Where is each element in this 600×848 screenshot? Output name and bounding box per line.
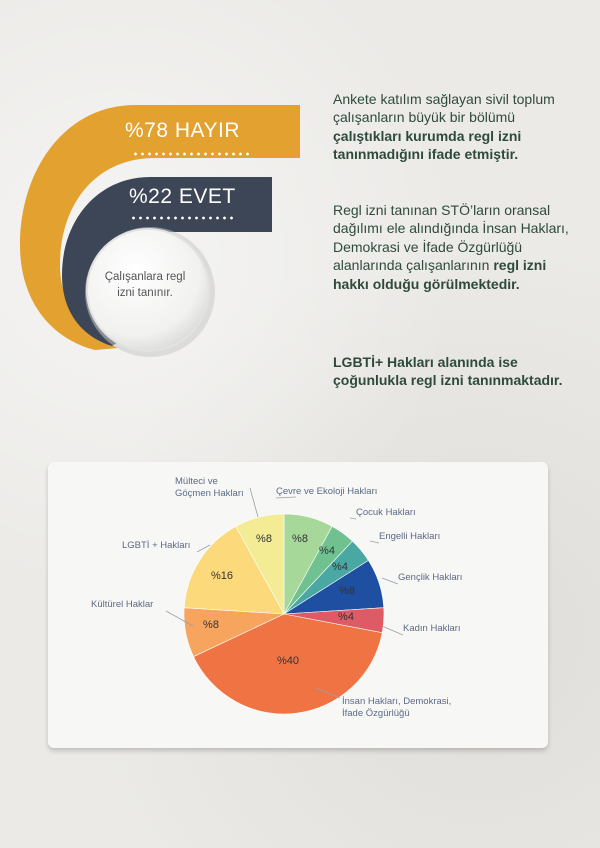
leader-line bbox=[250, 488, 258, 517]
slice-category-label: Kültürel Haklar bbox=[91, 599, 154, 610]
slice-percent-label: %8 bbox=[256, 533, 272, 545]
slice-percent-label: %8 bbox=[292, 533, 308, 545]
leader-line bbox=[350, 518, 356, 519]
paragraph-1-text: Ankete katılım sağlayan sivil toplum çalışanların büyük bir bölümü bbox=[333, 91, 555, 126]
leader-line bbox=[276, 497, 296, 498]
slice-category-label: Engelli Hakları bbox=[379, 531, 441, 542]
circle-caption: Çalışanlara regl izni tanınır. bbox=[104, 271, 186, 299]
slice-category-label: LGBTİ + Hakları bbox=[122, 540, 191, 551]
no-percentage-label: %78 HAYIR bbox=[125, 119, 240, 142]
paragraph-1-emphasis: çalıştıkları kurumda regl izni tanınmadığını ifade etmiştir. bbox=[333, 127, 522, 163]
slice-category-label: İnsan Hakları, Demokrasi, İfade Özgürlüğü bbox=[342, 696, 452, 719]
slice-percent-label: %4 bbox=[319, 545, 335, 557]
leader-line bbox=[382, 578, 398, 584]
leader-line bbox=[370, 541, 379, 543]
slice-category-label: Kadın Hakları bbox=[403, 623, 461, 634]
slice-category-label: Çevre ve Ekoloji Hakları bbox=[276, 486, 378, 497]
slice-percent-label: %40 bbox=[276, 655, 300, 667]
slice-percent-label: %4 bbox=[338, 611, 354, 623]
paragraph-lgbti: LGBTİ+ Hakları alanında ise çoğunlukla regl izni tanınmaktadır. bbox=[333, 354, 563, 389]
slice-percent-label: %16 bbox=[210, 570, 234, 582]
slice-category-label: Mülteci ve Göçmen Hakları bbox=[175, 476, 244, 499]
paragraph-2-emphasis: regl izni hakkı olduğu görülmektedir. bbox=[333, 257, 547, 292]
slice-category-label: Gençlik Hakları bbox=[398, 572, 463, 583]
slice-percent-label: %8 bbox=[339, 585, 355, 597]
slice-category-label: Çocuk Hakları bbox=[356, 507, 416, 518]
paragraph-2-text: Regl izni tanınan STÖ’ların oransal dağılımı ele alındığında İnsan Hakları, Demokrasi ve İfade Özgürlüğü alanlarında çalışanlarının bbox=[333, 202, 569, 274]
slice-percent-label: %4 bbox=[332, 561, 348, 573]
yes-percentage-label: %22 EVET bbox=[129, 185, 236, 208]
leader-line bbox=[382, 626, 403, 635]
slice-percent-label: %8 bbox=[203, 619, 219, 631]
